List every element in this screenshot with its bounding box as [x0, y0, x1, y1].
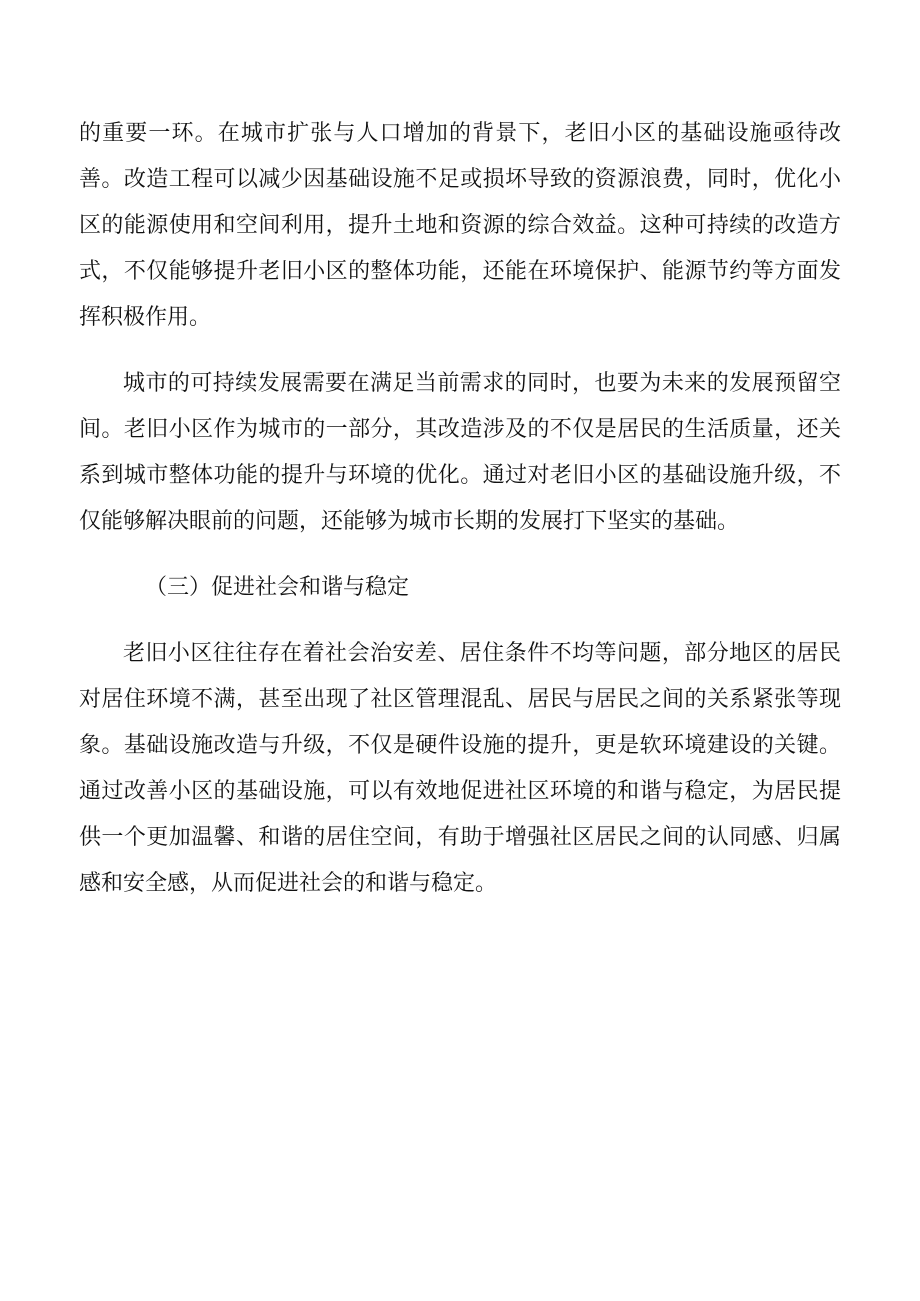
- paragraph-continuation: 的重要一环。在城市扩张与人口增加的背景下，老旧小区的基础设施亟待改善。改造工程可以减少因基础设施不足或损坏导致的资源浪费，同时，优化小区的能源使用和空间利用，提升土地和资源的综合效益。这种可持续的改造方式，不仅能够提升老旧小区的整体功能，还能在环境保护、能源节约等方面发挥积极作用。: [79, 121, 841, 330]
- document-body: [79, 111, 841, 927]
- paragraph-social-harmony: 老旧小区往往存在着社会治安差、居住条件不均等问题，部分地区的居民对居住环境不满，甚至出现了社区管理混乱、居民与居民之间的关系紧张等现象。基础设施改造与升级，不仅是硬件设施的提升，更是软环境建设的关键。通过改善小区的基础设施，可以有效地促进社区环境的和谐与稳定，为居民提供一个更加温馨、和谐的居住空间，有助于增强社区居民之间的认同感、归属感和安全感，从而促进社会的和谐与稳定。: [79, 641, 841, 896]
- paragraph-sustainable-development: 城市的可持续发展需要在满足当前需求的同时，也要为未来的发展预留空间。老旧小区作为城市的一部分，其改造涉及的不仅是居民的生活质量，还关系到城市整体功能的提升与环境的优化。通过对老旧小区的基础设施升级，不仅能够解决眼前的问题，还能够为城市长期的发展打下坚实的基础。: [79, 371, 841, 534]
- section-heading: （三）促进社会和谐与稳定: [145, 575, 410, 600]
